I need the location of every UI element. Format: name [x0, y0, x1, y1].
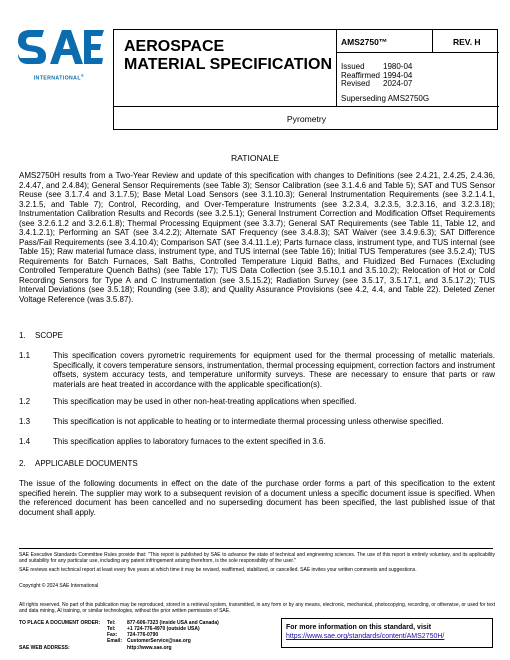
- rationale-text: AMS2750H results from a Two-Year Review and update of this specification with changes to Definitions (see 2.4.21, 2.4.25, 2.4.36, 2.4.47, and 2.4.84); General Sensor Requirements (see Table 3); Sensor Calibration (see 3.1.4.6 and Table 5); SAT and TUS Sensor Reuse (see 3.1.7.4 and 3.1.7.5); Base Metal Load Sensors (see 3.1.10.3); General Instrumentation Requirements (see 3.2.1.4.1, 3.2.1.5, and Table 7); Control, Recording, and Over-Temperature Instruments (see 3.2.3.4, 3.2.3.5, 3.2.3.16, and 3.2.3.18); Instrumentation Calibration Results and Records (see 3.2.5.1); General Instrument Correction and Modification Offset Requirements (see 3.2.6.1.2 and 3.2.6.1.8); Thermal Processing Equipment (see 3.3.7); General SAT Requirements (see Table 11, Table 12, and 3.4.1.2.1); Performing an SAT (see 3.4.2.2); Alternate SAT Frequency (see 3.4.8.3); SAT Waiver (see 3.4.9.6.3); SAT Difference Pass/Fail Requirements (see 3.4.10.4); Comparison SAT (see 3.4.11.1.e); Parts furnace class, instrument type, and TUS internal (see Table 15); Raw material furnace class, instrument type, and TUS internal (see Table 16); Initial TUS Temperatures (see 3.5.2.4); TUS Requirements for Batch Furnaces, Salt Baths, Controlled Temperature Liquid Baths, and Fluidized Bed Furnaces (Excluding Controlled Temperature Quench Baths) (see Table 17); TUS Data Collection (see 3.5.10.1 and 3.5.10.2); Relocation of Hot or Cold Recording Sensors for Type A and C Instrumentation (see 3.5.15.2); Radiation Survey (see 3.5.17, 3.5.17.1, and 3.5.17.2); TUS Interval Deviations (see 3.5.18); Rounding (see 3.8); and Quality Assurance Provisions (see 4.2, 4.4, and Table 22). Deleted Zener Voltage Reference (was 3.5.87).: [19, 171, 495, 304]
- rights-text: All rights reserved. No part of this publication may be reproduced, stored in a retrieval system, transmitted, in any form or by any means, electronic, mechanical, photocopying, recording, or otherwise, or used for text and data mining, AI training, or similar technologies, without the prior written permission of SAE.: [19, 602, 495, 614]
- date-value: 1994-04: [383, 70, 413, 80]
- web-address-link[interactable]: http://www.sae.org: [127, 645, 172, 651]
- more-info-text: For more information on this standard, visit: [286, 624, 432, 631]
- date-value: 2024-07: [383, 79, 413, 88]
- order-phone: 877-606-7323 (inside USA and Canada): [127, 620, 219, 626]
- footer-note: SAE Executive Standards Committee Rules provide that: "This report is published by SAE to advance the state of technical and engineering sciences. The use of this report is entirely voluntary, and its applicability and suitability for any particular use, including any patent infringement arising therefrom, is the sole responsibility of the user.": [19, 552, 495, 564]
- footer-divider: [19, 548, 493, 549]
- date-list: [341, 63, 491, 89]
- date-label: Reaffirmed: [341, 70, 380, 80]
- rationale-heading: RATIONALE: [230, 153, 280, 163]
- scope-heading: 1. SCOPE: [19, 331, 64, 340]
- document-number: AMS2750™: [337, 30, 433, 53]
- order-info: TO PLACE A DOCUMENT ORDER: Tel: 877-606-7323 (inside USA and Canada) Tel: +1 724-776-4970 (outside USA) Fax: 724-776-0790 Email: CustomerService@sae.org: [19, 620, 219, 644]
- order-phone: +1 724-776-4970 (outside USA): [127, 626, 200, 632]
- date-label: Revised: [341, 79, 370, 88]
- document-header: [113, 29, 498, 130]
- order-email[interactable]: CustomerService@sae.org: [127, 638, 191, 644]
- logo-subtitle: INTERNATIONAL®: [33, 73, 85, 82]
- scope-item: 1.1 This specification covers pyrometric requirements for equipment used for the thermal processing of metallic materials. Specifically, it covers temperature sensors, instrumentation, thermal processing equipment, correction factors and instrument offsets, system accuracy tests, and temperature uniformity surveys. These are necessary to ensure that parts or raw materials are heat treated in accordance with the applicable specification(s).: [19, 351, 495, 389]
- scope-item: 1.2 This specification may be used in other non-heat-treating applications when specified.: [19, 397, 357, 406]
- applicable-documents-heading: 2. APPLICABLE DOCUMENTS: [19, 459, 138, 468]
- scope-item: 1.4 This specification applies to laboratory furnaces to the extent specified in 3.6.: [19, 437, 326, 446]
- document-subject: Pyrometry: [286, 114, 327, 124]
- sae-logo-icon: [14, 24, 104, 70]
- order-fax: 724-776-0790: [127, 632, 159, 638]
- order-label: TO PLACE A DOCUMENT ORDER:: [19, 620, 101, 626]
- more-info-box: [281, 618, 493, 648]
- scope-item: 1.3 This specification is not applicable to heating or to intermediate thermal processing unless otherwise specified.: [19, 417, 444, 426]
- applicable-documents-text: The issue of the following documents in effect on the date of the purchase order forms a part of this specification to the extent specified herein. The supplier may work to a subsequent revision of a document unless a specific document issue is specified. When the referenced document has been cancelled and no superseding document has been specified, the last published issue of that document shall apply.: [19, 479, 495, 517]
- sae-logo: [14, 24, 104, 84]
- document-meta: [337, 30, 499, 107]
- copyright-text: Copyright © 2024 SAE International: [19, 583, 99, 589]
- footer-note: SAE reviews each technical report at least every five years at which time it may be revised, reaffirmed, stabilized, or cancelled. SAE invites your written comments and suggestions.: [19, 567, 417, 573]
- document-title: AEROSPACE MATERIAL SPECIFICATION: [114, 30, 337, 107]
- date-value: 1980-04: [383, 62, 413, 71]
- superseding-note: Superseding AMS2750G: [341, 94, 430, 103]
- web-address: SAE WEB ADDRESS: http://www.sae.org: [19, 645, 172, 651]
- date-label: Issued: [341, 62, 365, 71]
- standard-link[interactable]: https://www.sae.org/standards/content/AMS2750H/: [286, 633, 445, 640]
- revision-label: REV. H: [433, 30, 499, 53]
